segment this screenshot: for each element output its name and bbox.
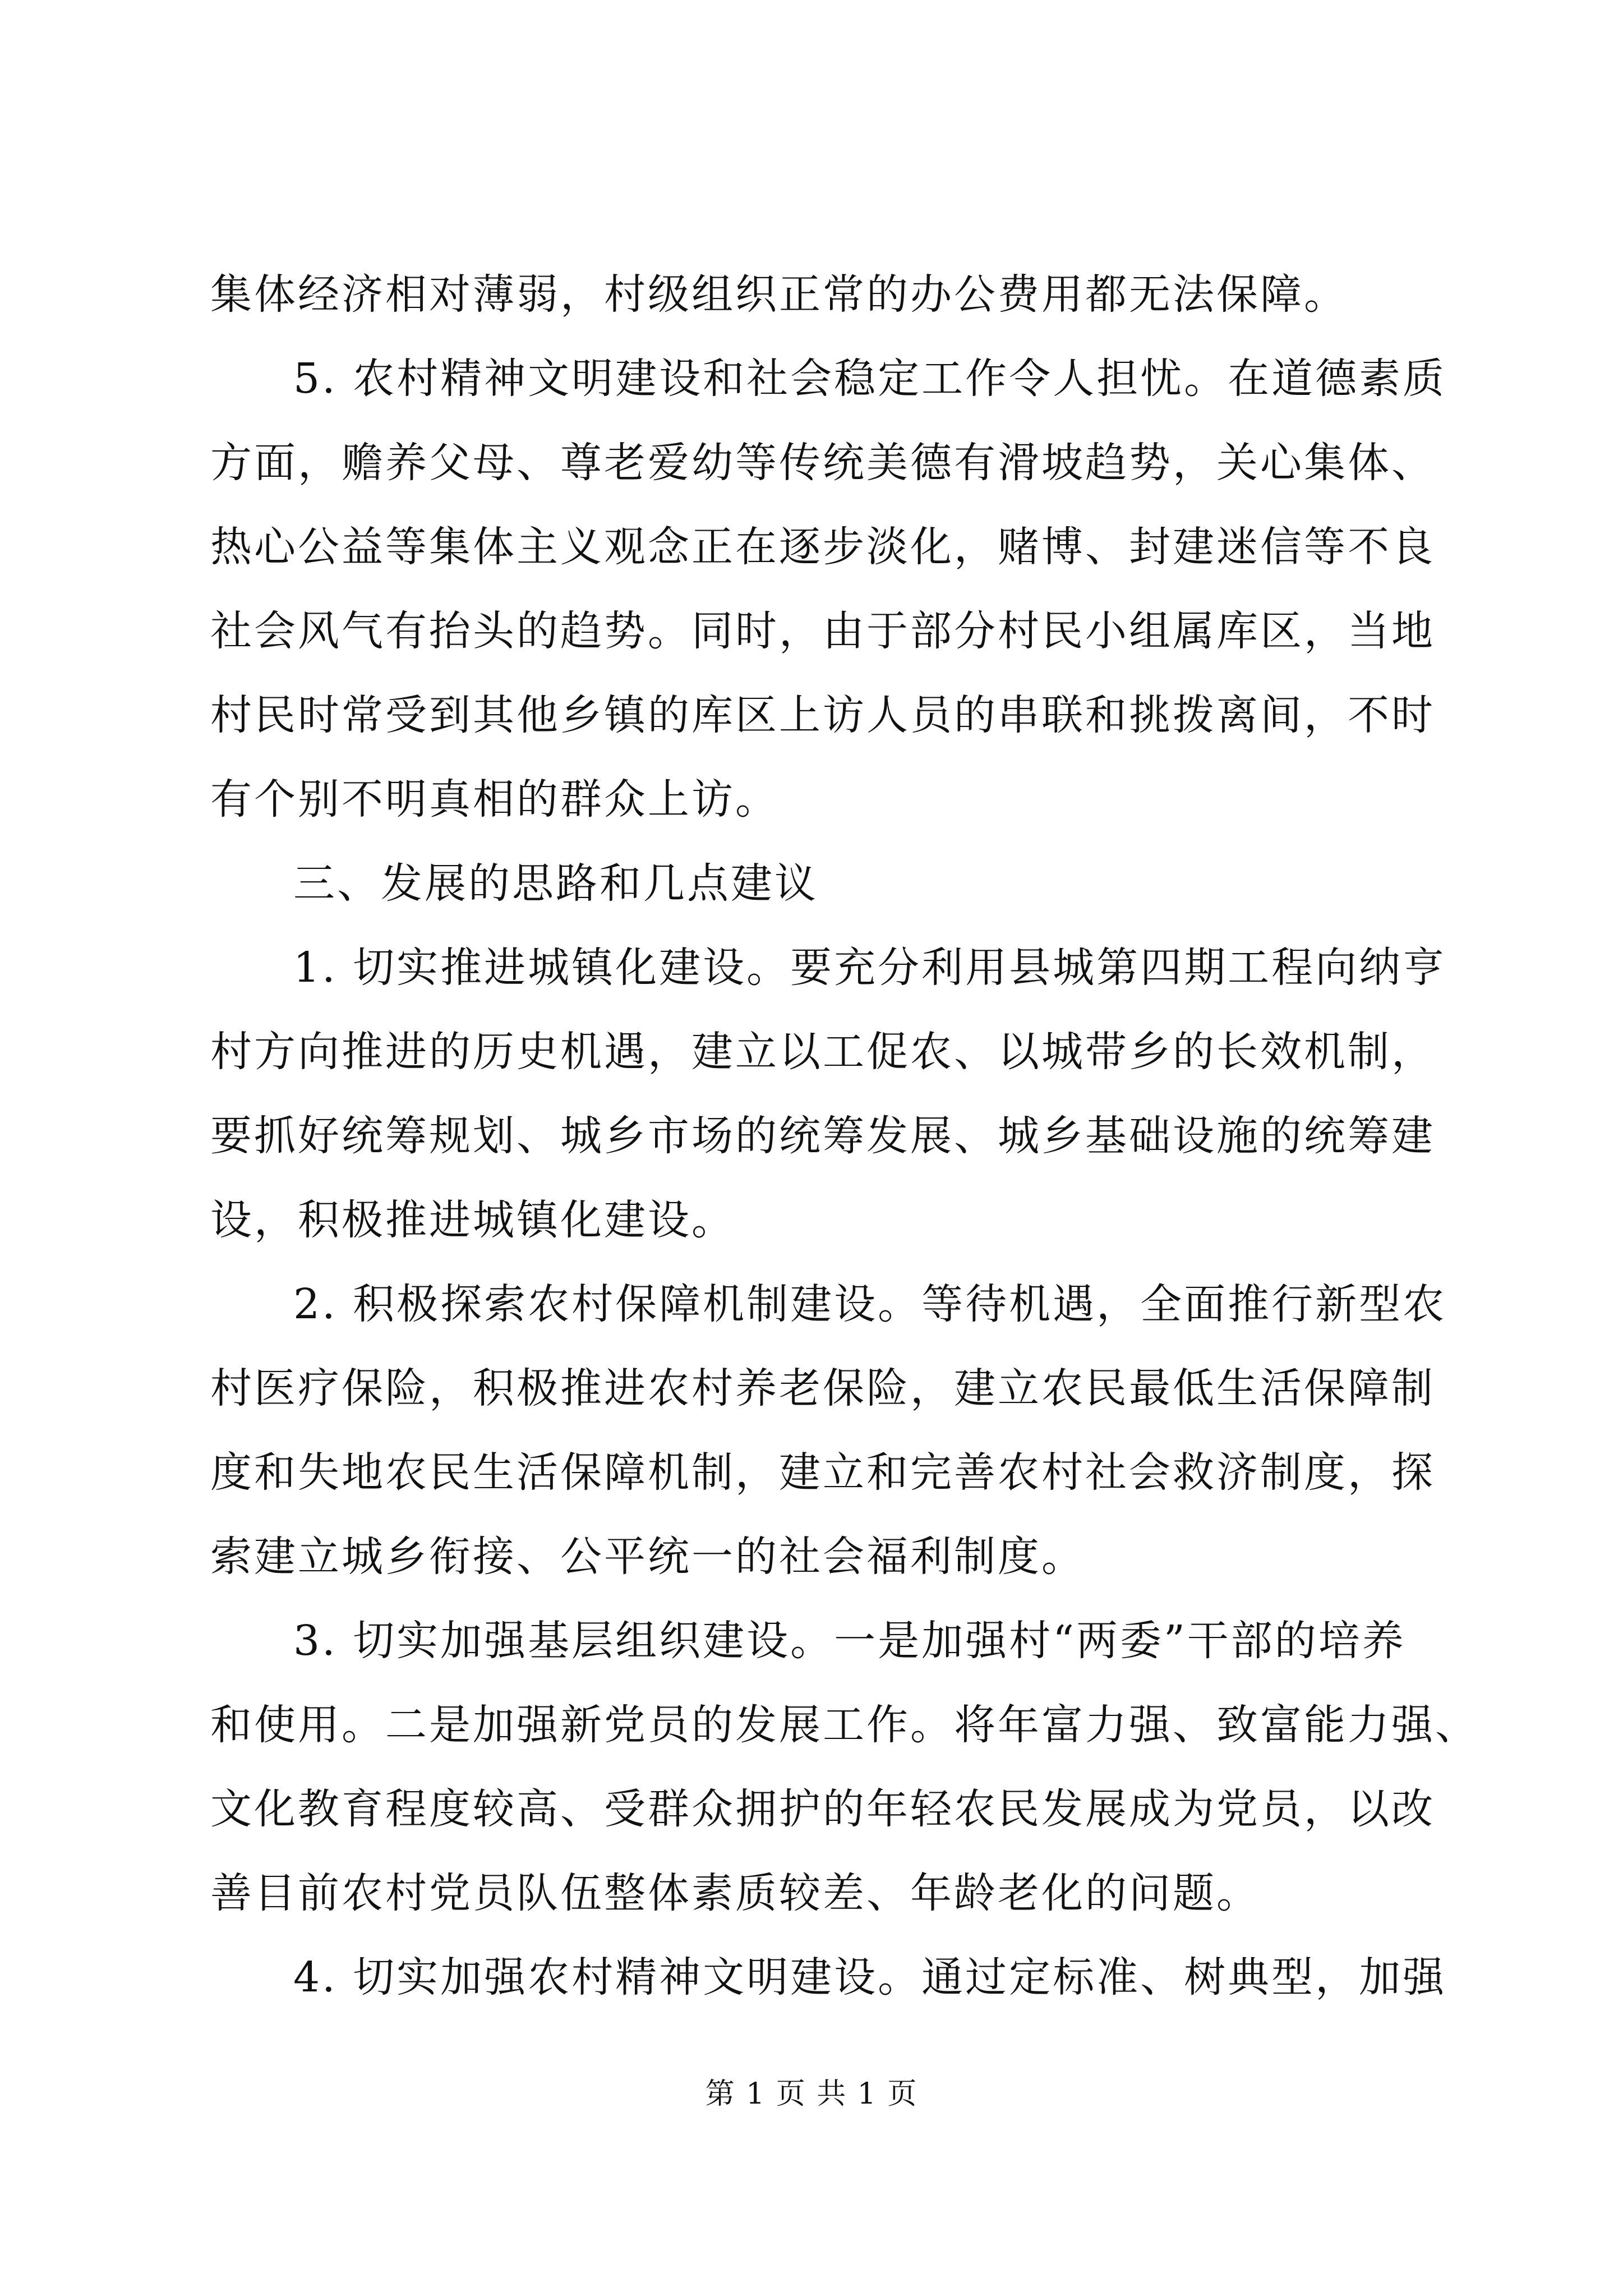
text-line: 集体经济相对薄弱，村级组织正常的办公费用都无法保障。 (210, 270, 1348, 319)
page-footer: 第 1 页 共 1 页 (705, 2077, 918, 2111)
text-line: 善目前农村党员队伍整体素质较差、年龄老化的问题。 (210, 1869, 1260, 1917)
document-body (210, 252, 1479, 2019)
text-line: 1. 切实推进城镇化建设。要充分利用县城第四期工程向纳亨 (293, 944, 1447, 992)
text-line: 村医疗保险，积极推进农村养老保险，建立农民最低生活保障制 (210, 1364, 1435, 1412)
text-line: 村方向推进的历史机遇，建立以工促农、以城带乡的长效机制， (210, 1028, 1435, 1076)
text-line: 方面，赡养父母、尊老爱幼等传统美德有滑坡趋势，关心集体、 (210, 439, 1435, 487)
text-line: 热心公益等集体主义观念正在逐步淡化，赌博、封建迷信等不良 (210, 523, 1435, 571)
text-line: 社会风气有抬头的趋势。同时，由于部分村民小组属库区，当地 (210, 607, 1435, 655)
text-line: 设，积极推进城镇化建设。 (210, 1196, 735, 1244)
text-line: 2. 积极探索农村保障机制建设。等待机遇，全面推行新型农 (293, 1280, 1447, 1328)
text-line: 索建立城乡衔接、公平统一的社会福利制度。 (210, 1533, 1085, 1581)
text-line: 村民时常受到其他乡镇的库区上访人员的串联和挑拨离间，不时 (210, 691, 1435, 739)
text-line: 3. 切实加强基层组织建设。一是加强村“两委”干部的培养 (293, 1617, 1406, 1665)
text-line: 度和失地农民生活保障机制，建立和完善农村社会救济制度，探 (210, 1448, 1435, 1497)
text-line: 有个别不明真相的群众上访。 (210, 775, 779, 823)
section-heading: 三、发展的思路和几点建议 (293, 859, 818, 908)
text-line: 和使用。二是加强新党员的发展工作。将年富力强、致富能力强、 (210, 1701, 1479, 1749)
text-line: 要抓好统筹规划、城乡市场的统筹发展、城乡基础设施的统筹建 (210, 1112, 1435, 1160)
text-line: 5. 农村精神文明建设和社会稳定工作令人担忧。在道德素质 (293, 355, 1447, 403)
text-line: 4. 切实加强农村精神文明建设。通过定标准、树典型，加强 (293, 1953, 1447, 2001)
text-line: 文化教育程度较高、受群众拥护的年轻农民发展成为党员，以改 (210, 1785, 1435, 1833)
